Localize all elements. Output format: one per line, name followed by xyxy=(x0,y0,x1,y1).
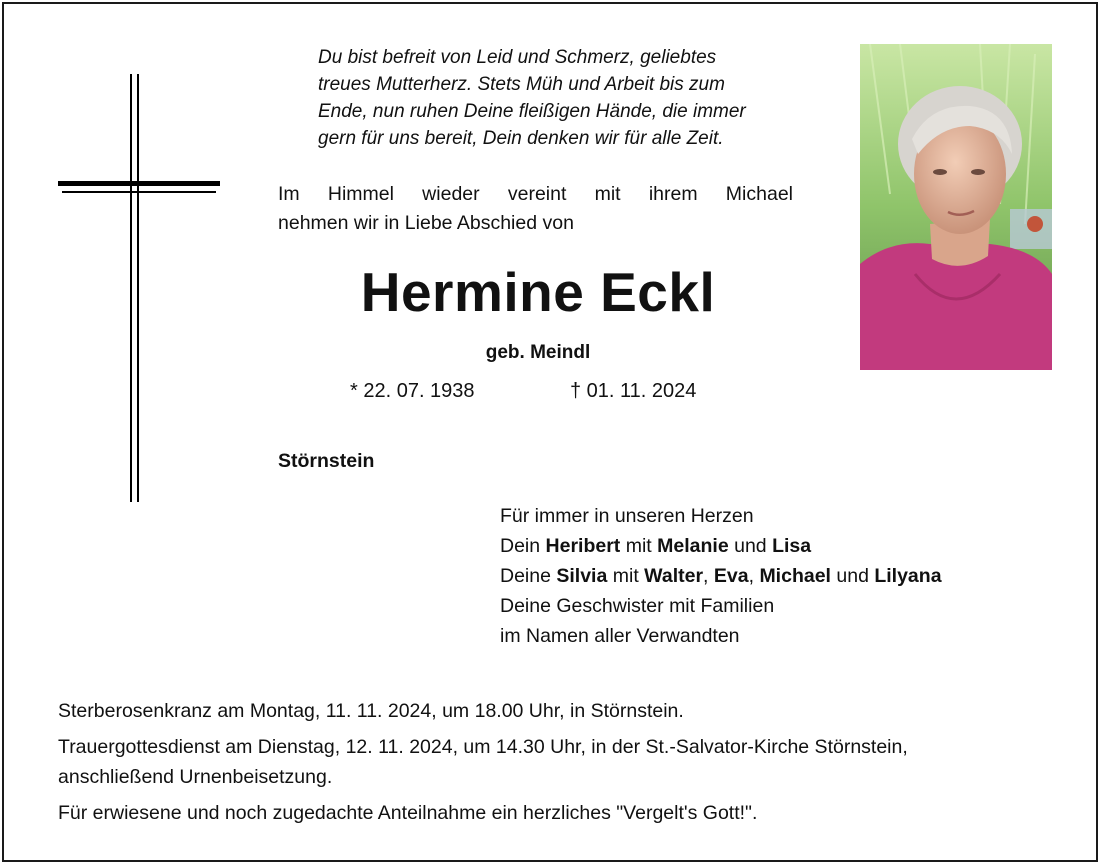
cross-icon-bar xyxy=(58,181,220,186)
family-list xyxy=(500,501,942,651)
family-line: Für immer in unseren Herzen xyxy=(500,505,754,527)
poem-line: treues Mutterherz. Stets Müh und Arbeit bis zum xyxy=(318,74,725,95)
portrait-photo xyxy=(860,44,1052,370)
cross-icon-bar-thin xyxy=(62,191,216,193)
maiden-name: geb. Meindl xyxy=(485,342,591,363)
thanks-notice: Für erwiesene und noch zugedachte Anteilnahme ein herzliches "Vergelt's Gott!". xyxy=(58,802,758,824)
family-line: Deine Silvia mit Walter, Eva, Michael und Lilyana xyxy=(500,565,942,587)
poem-line: gern für uns bereit, Dein denken wir für alle Zeit. xyxy=(318,128,724,149)
cross-icon-line xyxy=(137,74,139,502)
death-date: † 01. 11. 2024 xyxy=(570,380,697,402)
funeral-notices xyxy=(58,696,1068,828)
family-line: Deine Geschwister mit Familien xyxy=(500,595,775,617)
deceased-name: Hermine Eckl xyxy=(360,261,716,323)
intro-line: nehmen wir in Liebe Abschied von xyxy=(278,212,574,234)
obituary-frame xyxy=(2,2,1098,862)
service-notice: Trauergottesdienst am Dienstag, 12. 11. 2024, um 14.30 Uhr, in der St.-Salvator-Kirche Störnstein, anschließend Urnenbeisetzung. xyxy=(58,736,908,788)
intro-line: Im Himmel wieder vereint mit ihrem Michael xyxy=(278,183,793,205)
hometown: Störnstein xyxy=(278,450,375,472)
family-line: im Namen aller Verwandten xyxy=(500,625,740,647)
poem xyxy=(318,44,838,152)
intro-text xyxy=(278,180,793,238)
cross-icon xyxy=(130,74,132,502)
poem-line: Du bist befreit von Leid und Schmerz, geliebtes xyxy=(318,47,717,68)
rosary-notice: Sterberosenkranz am Montag, 11. 11. 2024, um 18.00 Uhr, in Störnstein. xyxy=(58,700,684,722)
birth-date: * 22. 07. 1938 xyxy=(350,380,475,402)
poem-line: Ende, nun ruhen Deine fleißigen Hände, die immer xyxy=(318,101,746,122)
family-line: Dein Heribert mit Melanie und Lisa xyxy=(500,535,812,557)
